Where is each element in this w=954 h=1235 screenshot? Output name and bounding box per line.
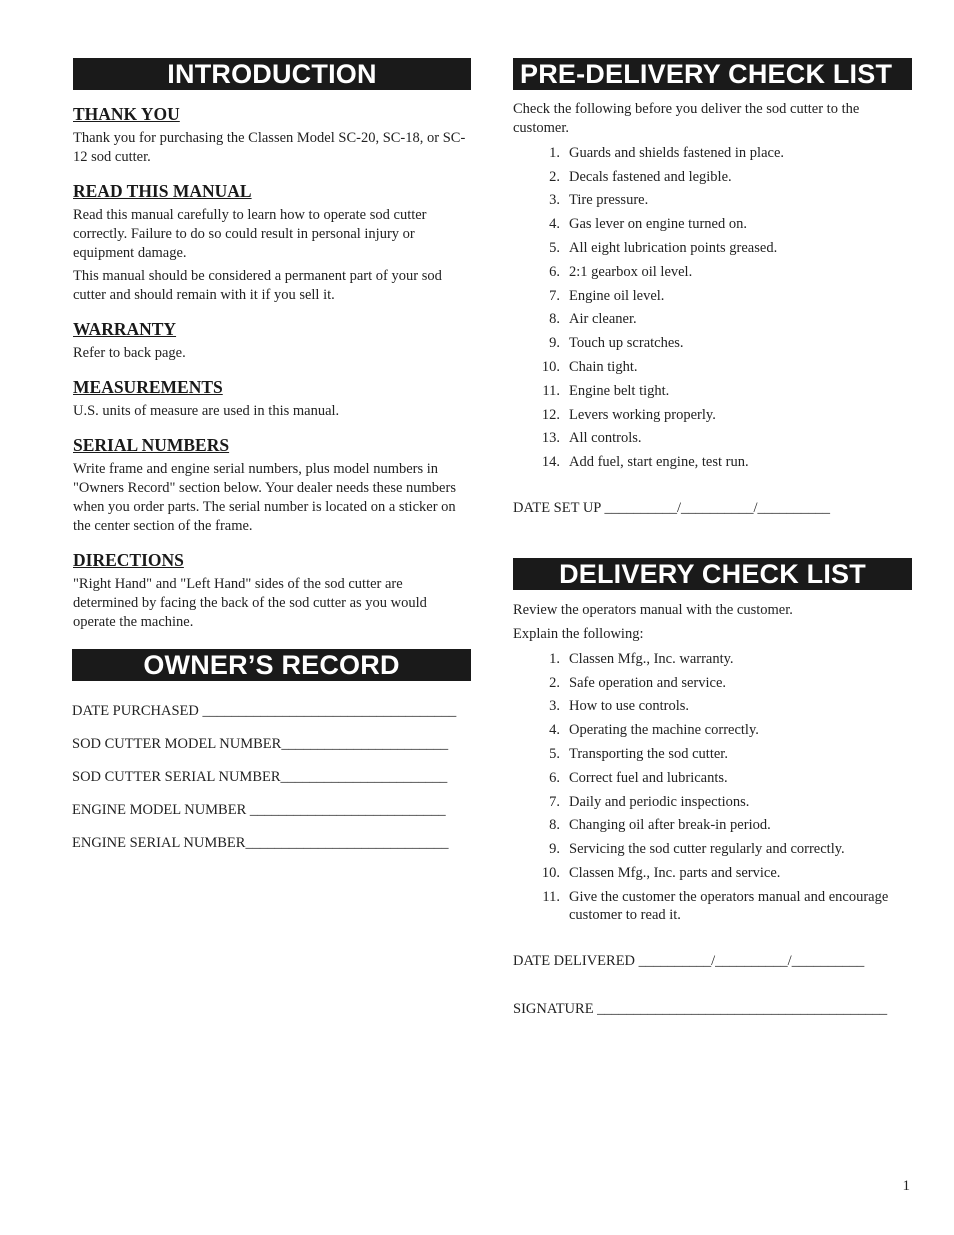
item-text: Levers working properly. [569, 406, 716, 423]
serial-numbers-section [73, 435, 471, 536]
item-text: Decals fastened and legible. [569, 168, 732, 185]
delivery-banner: DELIVERY CHECK LIST [513, 558, 912, 590]
checklist-item [513, 429, 912, 447]
item-text: Classen Mfg., Inc. parts and service. [569, 864, 781, 881]
section-heading: MEASUREMENTS [73, 377, 223, 397]
delivery-section [513, 558, 912, 1019]
right-column [513, 58, 912, 518]
checklist-item [513, 793, 912, 811]
checklist-item [513, 215, 912, 233]
item-number: 3. [549, 192, 560, 209]
item-text: Changing oil after break-in period. [569, 817, 771, 834]
checklist-item [513, 674, 912, 692]
engine-model-field[interactable]: ENGINE MODEL NUMBER ___________________________ [72, 802, 446, 818]
checklist-item [513, 334, 912, 352]
engine-serial-field[interactable]: ENGINE SERIAL NUMBER____________________________ [72, 835, 449, 851]
measurements-section [73, 377, 471, 421]
item-number: 8. [549, 311, 560, 328]
owners-record [72, 649, 471, 853]
item-text: Gas lever on engine turned on. [569, 216, 747, 233]
checklist-item [513, 816, 912, 834]
item-number: 6. [549, 769, 560, 786]
item-text: Guards and shields fastened in place. [569, 144, 785, 161]
item-number: 3. [549, 698, 560, 715]
checklist-item [513, 358, 912, 376]
item-number: 1. [549, 650, 560, 667]
checklist-item [513, 310, 912, 328]
checklist-item [513, 721, 912, 739]
date-delivered-field[interactable]: DATE DELIVERED __________/__________/__________ [513, 952, 865, 969]
checklist-item [513, 650, 912, 668]
checklist-item [513, 263, 912, 281]
read-manual-section [73, 181, 471, 305]
checklist-item [513, 769, 912, 787]
checklist-item [513, 697, 912, 715]
section-heading: SERIAL NUMBERS [73, 435, 230, 455]
item-number: 13. [541, 430, 560, 447]
delivery-intro: Review the operators manual with the customer. [513, 602, 793, 618]
item-number: 11. [542, 888, 560, 905]
left-column [73, 58, 471, 632]
section-paragraph: This manual should be considered a permanent part of your sod cutter and should remain with it if you sell it. [73, 268, 442, 303]
section-paragraph: Read this manual carefully to learn how to operate sod cutter correctly. Failure to do so could result in personal injury or equipment damage. [73, 207, 427, 261]
item-text: Chain tight. [569, 358, 638, 375]
item-number: 2. [549, 674, 560, 691]
item-text: How to use controls. [569, 698, 690, 715]
section-paragraph: Thank you for purchasing the Classen Model SC-20, SC-18, or SC-12 sod cutter. [73, 130, 466, 165]
section-heading: DIRECTIONS [73, 550, 184, 570]
checklist-item [513, 144, 912, 162]
checklist-item [513, 864, 912, 882]
item-number: 7. [549, 287, 560, 304]
introduction-banner: INTRODUCTION [73, 58, 471, 90]
date-purchased-field[interactable]: DATE PURCHASED ___________________________________ [72, 703, 457, 719]
item-text: Servicing the sod cutter regularly and correctly. [569, 841, 845, 858]
section-paragraph: "Right Hand" and "Left Hand" sides of the sod cutter are determined by facing the back of the sod cutter as you would operate the machine. [73, 576, 427, 630]
pre-delivery-banner: PRE-DELIVERY CHECK LIST [513, 58, 912, 90]
checklist-item [513, 888, 912, 924]
item-text: Tire pressure. [569, 192, 649, 209]
delivery-intro-explain: Explain the following: [513, 626, 644, 642]
item-number: 7. [549, 793, 560, 810]
checklist-item [513, 168, 912, 186]
section-paragraph: Write frame and engine serial numbers, plus model numbers in "Owners Record" section below. Your dealer needs these numbers when you order parts. The serial number is located on a sticker on the center section of the frame. [73, 461, 456, 534]
checklist-item [513, 745, 912, 763]
item-number: 11. [542, 382, 560, 399]
item-text: Give the customer the operators manual and encourage customer to read it. [569, 888, 889, 923]
item-number: 10. [541, 864, 560, 881]
item-number: 4. [549, 722, 560, 739]
item-text: All eight lubrication points greased. [569, 239, 778, 256]
item-number: 5. [549, 239, 560, 256]
section-paragraph: Refer to back page. [73, 345, 186, 361]
section-paragraph: U.S. units of measure are used in this manual. [73, 403, 340, 419]
item-text: 2:1 gearbox oil level. [569, 263, 693, 280]
section-heading: THANK YOU [73, 104, 180, 124]
pre-delivery-list [513, 144, 912, 471]
item-number: 8. [549, 817, 560, 834]
item-text: Classen Mfg., Inc. warranty. [569, 650, 734, 667]
item-text: Add fuel, start engine, test run. [569, 454, 749, 471]
checklist-item [513, 406, 912, 424]
item-text: Air cleaner. [569, 311, 637, 328]
item-number: 4. [549, 216, 560, 233]
checklist-item [513, 191, 912, 209]
checklist-item [513, 287, 912, 305]
pre-delivery-intro: Check the following before you deliver the sod cutter to the customer. [513, 101, 860, 136]
warranty-section [73, 319, 471, 363]
checklist-item [513, 840, 912, 858]
owners-record-banner: OWNER’S RECORD [72, 649, 471, 681]
signature-field[interactable]: SIGNATURE ________________________________________ [513, 1000, 888, 1017]
section-heading: WARRANTY [73, 319, 177, 339]
directions-section [73, 550, 471, 632]
item-text: All controls. [569, 430, 642, 447]
item-number: 10. [541, 358, 560, 375]
item-number: 12. [541, 406, 560, 423]
item-text: Touch up scratches. [569, 335, 684, 352]
model-number-field[interactable]: SOD CUTTER MODEL NUMBER_______________________ [72, 736, 449, 752]
checklist-item [513, 382, 912, 400]
page-number: 1 [902, 1178, 910, 1194]
section-heading: READ THIS MANUAL [73, 181, 252, 201]
item-number: 14. [541, 454, 560, 471]
item-text: Transporting the sod cutter. [569, 745, 728, 762]
item-number: 6. [549, 263, 560, 280]
item-number: 9. [549, 841, 560, 858]
item-number: 2. [549, 168, 560, 185]
item-number: 5. [549, 745, 560, 762]
checklist-item [513, 453, 912, 471]
item-text: Engine oil level. [569, 287, 665, 304]
item-text: Engine belt tight. [569, 382, 670, 399]
delivery-list [513, 650, 912, 924]
item-text: Operating the machine correctly. [569, 722, 759, 739]
item-number: 1. [549, 144, 560, 161]
item-text: Correct fuel and lubricants. [569, 769, 728, 786]
date-set-up-field[interactable]: DATE SET UP __________/__________/__________ [513, 500, 830, 517]
serial-number-field[interactable]: SOD CUTTER SERIAL NUMBER_______________________ [72, 769, 448, 785]
checklist-item [513, 239, 912, 257]
item-number: 9. [549, 335, 560, 352]
item-text: Daily and periodic inspections. [569, 793, 750, 810]
item-text: Safe operation and service. [569, 674, 727, 691]
thank-you-section [73, 104, 471, 167]
